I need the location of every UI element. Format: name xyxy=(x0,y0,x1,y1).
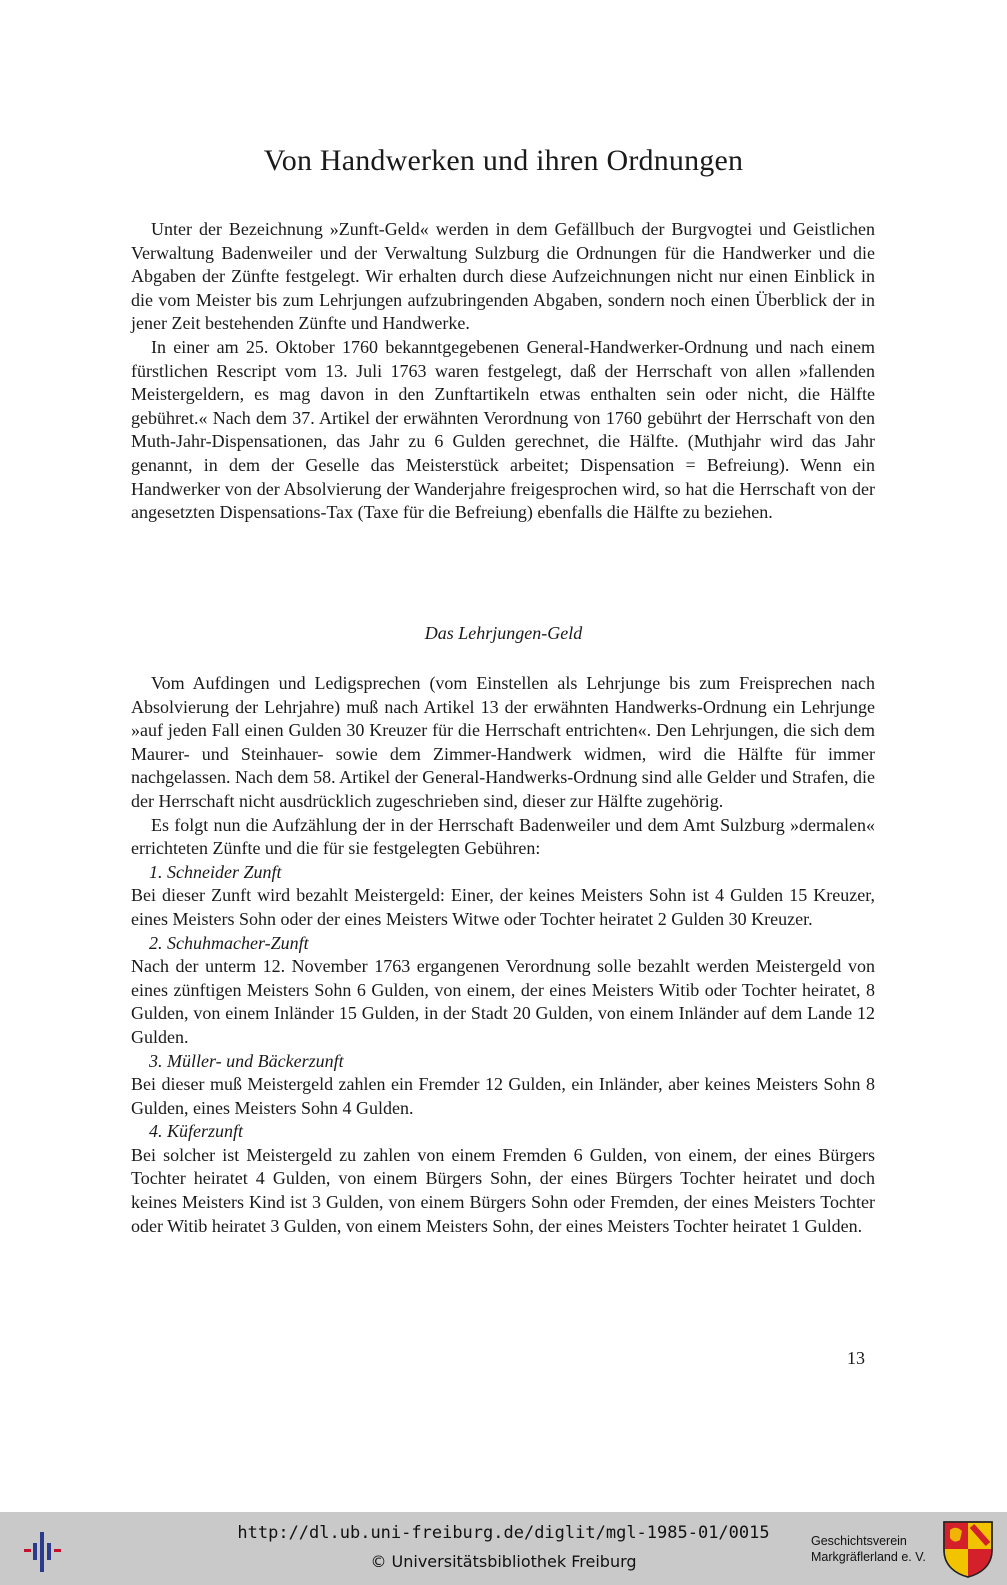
guild-text: Nach der unterm 12. November 1763 ergangenen Verordnung solle bezahlt werden Meistergeld von eines zünftigen Meisters Sohn 6 Gulden, von einem, der eines Meisters Witib oder Tochter heiratet, 8 Gulden, von einem Inländer 15 Gulden, in der Stadt 20 Gulden, von einem Inländer auf dem Lande 12 Gulden. xyxy=(131,956,875,1047)
guild-text: Bei dieser Zunft wird bezahlt Meistergeld: Einer, der keines Meisters Sohn ist 4 Gulden 15 Kreuzer, eines Meisters Sohn oder der eines Meisters Witwe oder Tochter heiratet 2 Gulden 30 Kreuzer. xyxy=(131,885,875,929)
paragraph: In einer am 25. Oktober 1760 bekanntgegebenen General-Handwerker-Ordnung und nach einem fürstlichen Rescript vom 13. Juli 1763 waren festgelegt, daß der Herrschaft von allen »fallenden Meistergeldern, es mag davon in den Zunftartikeln etwas enthalten sein oder nicht, die Hälfte gebühret.« Nach dem 37. Artikel der erwähnten Verordnung von 1760 gebührt der Herrschaft von den Muth-Jahr-Dispensationen, das Jahr zu 6 Gulden gerechnet, die Hälfte. (Muthjahr wird das Jahr genannt, in dem der Geselle das Meisterstück arbeitet; Dispensation = Befreiung). Wenn ein Handwerker von der Absolvierung der Wanderjahre freigesprochen wird, so hat die Herrschaft von der angesetzten Dispensations-Tax (Taxe für die Befreiung) ebenfalls die Hälfte zu beziehen. xyxy=(131,336,875,523)
guild-text: Bei solcher ist Meistergeld zu zahlen von einem Fremden 6 Gulden, von einem, der eines Bürgers Tochter heiratet 4 Gulden, von einem Bürgers Sohn, der eines Bürgers Tochter heiratet und doch keines Meisters Kind ist 3 Gulden, von einem Bürgers Sohn oder Fremden, der eines Meisters Tochter oder Witib heiratet 3 Gulden, von einem Meisters Sohn, der eines Meisters Tochter heiratet 1 Gulden. xyxy=(131,1144,875,1236)
guild-heading: 2. Schuhmacher-Zunft xyxy=(149,932,309,953)
document-url-link[interactable]: http://dl.ub.uni-freiburg.de/diglit/mgl-1985-01/0015 xyxy=(237,1523,770,1543)
page-number: 13 xyxy=(847,1348,865,1368)
society-line: Markgräflerland e. V. xyxy=(811,1550,926,1564)
page-title: Von Handwerken und ihren Ordnungen xyxy=(263,144,744,177)
paragraph: Vom Aufdingen und Ledigsprechen (vom Einstellen als Lehrjunge bis zum Freisprechen nach Absolvierung der Lehrjahre) muß nach Artikel 13 der erwähnten Handwerks-Ordnung ein Lehrjunge »auf jeden Fall einen Gulden 30 Kreuzer für die Herrschaft entrichten«. Den Lehrjungen, die sich dem Maurer- und Steinhauer- sowie dem Zimmer-Handwerk widmen, wird die Hälfte für immer nachgelassen. Nach dem 58. Artikel der General-Handwerks-Ordnung sind alle Gelder und Strafen, die der Herrschaft nicht ausdrücklich zugeschrieben sind, dieser zur Hälfte zugehörig. xyxy=(131,673,875,811)
guild-heading: 1. Schneider Zunft xyxy=(149,861,282,882)
paragraph: Es folgt nun die Aufzählung der in der Herrschaft Badenweiler und dem Amt Sulzburg »dermalen« errichteten Zünfte und die für sie festgelegten Gebühren: xyxy=(131,814,875,859)
copyright-text: © Universitätsbibliothek Freiburg xyxy=(370,1552,637,1571)
lehrjungen-section xyxy=(131,672,875,1238)
paragraph: Unter der Bezeichnung »Zunft-Geld« werden in dem Gefällbuch der Burgvogtei und Geistlichen Verwaltung Badenweiler und der Verwaltung Sulzburg die Ordnungen für die Handwerker und die Abgaben der Zünfte festgelegt. Wir erhalten durch diese Aufzeichnungen nicht nur einen Einblick in die vom Meister bis zum Lehrjungen aufzubringenden Abgaben, sondern noch einen Überblick der in jener Zeit bestehenden Zünfte und Handwerke. xyxy=(131,219,875,334)
guild-text: Bei dieser muß Meistergeld zahlen ein Fremder 12 Gulden, ein Inländer, aber keines Meisters Sohn 8 Gulden, eines Meisters Sohn 4 Gulden. xyxy=(131,1074,875,1118)
section-title: Das Lehrjungen-Geld xyxy=(424,623,583,643)
coat-of-arms-icon[interactable] xyxy=(942,1520,994,1578)
intro-section xyxy=(131,218,875,525)
guild-heading: 4. Küferzunft xyxy=(149,1121,244,1142)
society-line: Geschichtsverein xyxy=(811,1534,907,1548)
guild-heading: 3. Müller- und Bäckerzunft xyxy=(149,1050,344,1071)
society-name[interactable] xyxy=(811,1533,926,1565)
footer-bar xyxy=(0,1512,1007,1585)
